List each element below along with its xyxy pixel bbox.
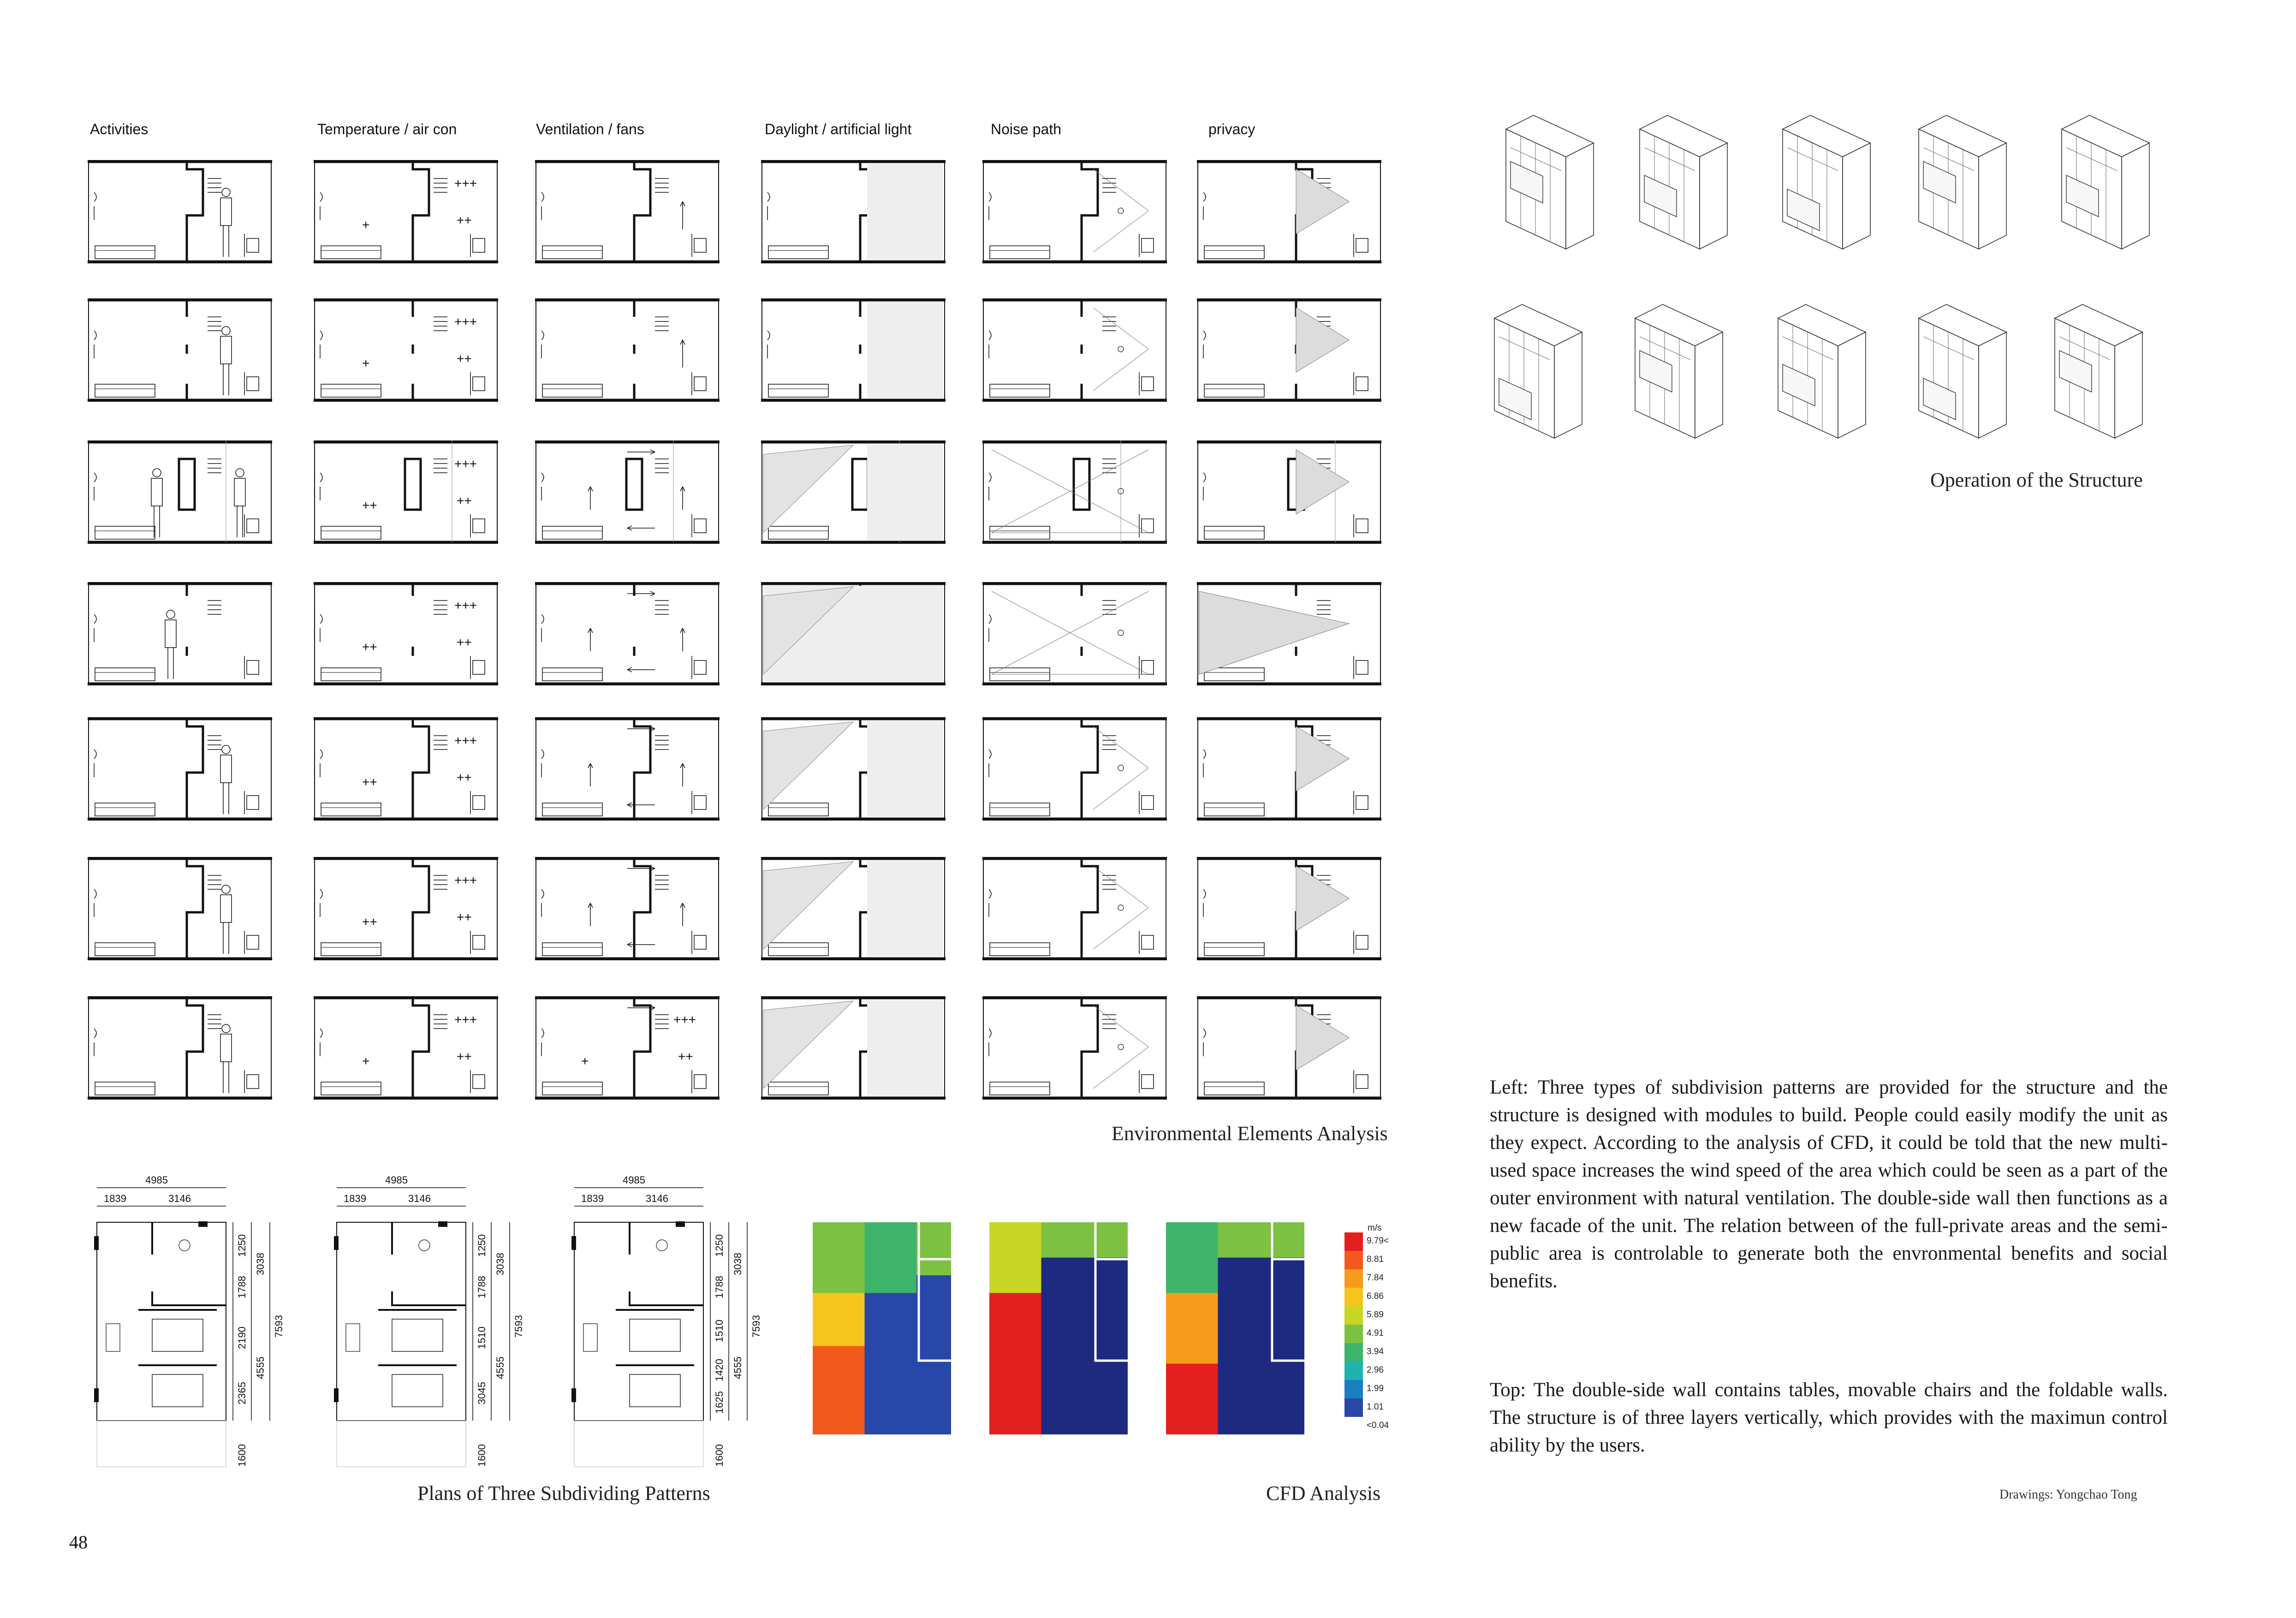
plan-drawing xyxy=(88,1172,304,1476)
legend-swatch xyxy=(1344,1325,1363,1343)
analysis-panel xyxy=(314,160,498,263)
temp-mark-left: ++ xyxy=(362,775,377,789)
analysis-panel xyxy=(761,857,946,960)
analysis-panel xyxy=(314,857,498,960)
dim-segment: 2365 xyxy=(236,1382,248,1404)
svg-text:3038: 3038 xyxy=(732,1253,744,1275)
analysis-panel xyxy=(535,582,720,685)
analysis-panel xyxy=(535,298,720,402)
svg-text:4555: 4555 xyxy=(494,1356,506,1379)
caption-cfd: CFD Analysis xyxy=(1266,1482,1381,1505)
svg-text:7593: 7593 xyxy=(750,1315,762,1338)
cfd-map xyxy=(1166,1222,1304,1434)
svg-text:7593: 7593 xyxy=(513,1315,524,1338)
temp-mark-right-top: +++ xyxy=(454,1012,477,1027)
structure-isometric xyxy=(1635,111,1732,254)
svg-text:3038: 3038 xyxy=(494,1253,506,1275)
legend-value: 8.81 xyxy=(1367,1255,1384,1264)
legend-value: 1.99 xyxy=(1367,1384,1384,1393)
analysis-panel xyxy=(88,996,272,1100)
temp-mark-left: + xyxy=(362,356,370,370)
legend-value: 9.79< xyxy=(1367,1236,1389,1246)
header-ventilation: Ventilation / fans xyxy=(536,121,644,137)
drawing-credit: Drawings: Yongchao Tong xyxy=(1999,1487,2137,1502)
dim-segment: 1788 xyxy=(236,1276,248,1298)
structure-isometric xyxy=(2057,111,2154,254)
analysis-panel xyxy=(761,298,946,402)
legend-swatch xyxy=(1344,1306,1363,1325)
dim-segment: 1788 xyxy=(714,1276,725,1298)
temp-mark-left: ++ xyxy=(362,498,377,512)
legend-value: 6.86 xyxy=(1367,1291,1384,1301)
dim-left-width: 1839 xyxy=(581,1193,604,1204)
legend-swatch xyxy=(1344,1251,1363,1269)
structure-isometric xyxy=(1490,300,1587,443)
page-number: 48 xyxy=(69,1532,88,1553)
cfd-map xyxy=(813,1222,951,1434)
svg-text:1600: 1600 xyxy=(476,1444,488,1467)
legend-swatch xyxy=(1344,1380,1363,1398)
legend-unit: m/s xyxy=(1368,1223,1382,1233)
temp-mark-right-bottom: ++ xyxy=(457,635,472,649)
dim-right-width: 3146 xyxy=(646,1193,668,1204)
structure-isometric xyxy=(1914,111,2011,254)
analysis-panel xyxy=(761,582,946,685)
legend-value: <0.04 xyxy=(1367,1421,1389,1430)
legend-value: 5.89 xyxy=(1367,1310,1384,1320)
header-temperature: Temperature / air con xyxy=(317,121,457,137)
dim-left-width: 1839 xyxy=(104,1193,126,1204)
temp-mark-right-top: +++ xyxy=(454,733,477,748)
analysis-panel xyxy=(982,717,1167,821)
legend-value: 2.96 xyxy=(1367,1365,1384,1375)
structure-isometric xyxy=(1773,300,1870,443)
analysis-panel xyxy=(1197,582,1381,685)
temp-mark-right-bottom: ++ xyxy=(457,770,472,785)
structure-isometric xyxy=(1501,111,1598,254)
analysis-panel xyxy=(1197,857,1381,960)
header-privacy: privacy xyxy=(1208,121,1255,137)
analysis-panel xyxy=(761,440,946,544)
temp-mark-right-bottom: ++ xyxy=(457,494,472,508)
temp-mark-right-top: +++ xyxy=(454,315,477,329)
dim-segment: 1625 xyxy=(714,1391,725,1414)
analysis-panel xyxy=(761,717,946,821)
svg-text:4555: 4555 xyxy=(732,1356,744,1379)
dim-left-width: 1839 xyxy=(344,1193,366,1204)
svg-text:1600: 1600 xyxy=(714,1444,725,1467)
dim-segment: 1510 xyxy=(714,1320,725,1342)
analysis-panel xyxy=(982,160,1167,263)
dim-total-width: 4985 xyxy=(145,1174,168,1186)
temp-mark-left: ++ xyxy=(362,640,377,654)
temp-mark-left: ++ xyxy=(362,915,377,929)
dim-segment: 1420 xyxy=(714,1359,725,1381)
temp-mark-right-bottom: ++ xyxy=(457,910,472,924)
analysis-panel xyxy=(761,160,946,263)
analysis-panel xyxy=(88,857,272,960)
analysis-panel xyxy=(88,440,272,544)
temp-mark-left: + xyxy=(362,218,370,232)
temp-mark-left: + xyxy=(362,1054,370,1068)
svg-text:+: + xyxy=(581,1054,589,1068)
temp-mark-right-top: +++ xyxy=(454,873,477,887)
analysis-panel xyxy=(1197,440,1381,544)
legend-swatch xyxy=(1344,1398,1363,1417)
legend-value: 7.84 xyxy=(1367,1273,1384,1283)
structure-isometric xyxy=(1914,300,2011,443)
analysis-panel xyxy=(314,996,498,1100)
dim-segment: 1510 xyxy=(476,1327,488,1349)
analysis-panel xyxy=(982,996,1167,1100)
legend-swatch xyxy=(1344,1343,1363,1362)
temp-mark-right-top: +++ xyxy=(454,457,477,471)
analysis-panel xyxy=(535,717,720,821)
dim-total-width: 4985 xyxy=(623,1174,645,1186)
structure-isometric xyxy=(1630,300,1727,443)
description-top: Top: The double-side wall contains tables, movable chairs and the foldable walls. The structure is of three layers vertically, which provides with the maximun control ability by the users. xyxy=(1490,1379,2168,1456)
dim-segment: 3045 xyxy=(476,1382,488,1404)
analysis-panel xyxy=(314,440,498,544)
analysis-panel xyxy=(535,160,720,263)
caption-operation: Operation of the Structure xyxy=(1930,469,2143,491)
analysis-panel xyxy=(535,857,720,960)
svg-text:+++: +++ xyxy=(673,1012,696,1027)
temp-mark-right-bottom: ++ xyxy=(457,1049,472,1064)
analysis-panel xyxy=(1197,160,1381,263)
dim-right-width: 3146 xyxy=(408,1193,431,1204)
analysis-panel xyxy=(982,582,1167,685)
analysis-panel xyxy=(88,160,272,263)
caption-plans: Plans of Three Subdividing Patterns xyxy=(417,1482,710,1505)
header-daylight: Daylight / artificial light xyxy=(765,121,912,137)
dim-total-width: 4985 xyxy=(385,1174,408,1186)
caption-environmental: Environmental Elements Analysis xyxy=(1112,1122,1388,1145)
cfd-map xyxy=(989,1222,1128,1434)
analysis-panel xyxy=(1197,717,1381,821)
dim-segment: 2190 xyxy=(236,1327,248,1349)
legend-value: 1.01 xyxy=(1367,1402,1384,1412)
dim-segment: 1788 xyxy=(476,1276,488,1298)
analysis-panel xyxy=(88,298,272,402)
legend-value: 3.94 xyxy=(1367,1347,1384,1356)
analysis-panel xyxy=(535,440,720,544)
svg-text:7593: 7593 xyxy=(273,1315,285,1338)
temp-mark-right-bottom: ++ xyxy=(457,213,472,227)
dim-segment: 1250 xyxy=(236,1234,248,1257)
analysis-panel xyxy=(982,857,1167,960)
legend-swatch xyxy=(1344,1269,1363,1288)
plan-drawing xyxy=(327,1172,544,1476)
analysis-panel xyxy=(535,996,720,1100)
legend-value: 4.91 xyxy=(1367,1328,1384,1338)
description-left: Left: Three types of subdivision patterns are provided for the structure and the structure is designed with modules to build. People could easily modify the unit as they expect. According to the analysis of CFD, it could be told that the new multi-used space increases the wind speed of the area which could be seen as a part of the outer environment with natural ventilation. The double-side wall then functions as a new facade of the unit. The relation between of the full-private areas and the semi-public area is controlable to generate both the envronmental benefits and social benefits. xyxy=(1490,1077,2168,1292)
legend-swatch xyxy=(1344,1232,1363,1251)
svg-text:4555: 4555 xyxy=(255,1356,266,1379)
analysis-panel xyxy=(1197,298,1381,402)
legend-swatch xyxy=(1344,1288,1363,1306)
analysis-panel xyxy=(88,582,272,685)
svg-text:++: ++ xyxy=(678,1049,693,1064)
plan-drawing xyxy=(565,1172,782,1476)
analysis-panel xyxy=(1197,996,1381,1100)
header-noise: Noise path xyxy=(991,121,1061,137)
svg-text:1600: 1600 xyxy=(236,1444,248,1467)
analysis-panel xyxy=(314,298,498,402)
legend-swatch xyxy=(1344,1417,1363,1435)
structure-isometric xyxy=(2050,300,2147,443)
structure-isometric xyxy=(1778,111,1875,254)
analysis-panel xyxy=(88,717,272,821)
analysis-panel xyxy=(982,298,1167,402)
analysis-panel xyxy=(982,440,1167,544)
header-activities: Activities xyxy=(90,121,149,137)
analysis-panel xyxy=(314,582,498,685)
svg-text:3038: 3038 xyxy=(255,1253,266,1275)
temp-mark-right-top: +++ xyxy=(454,176,477,190)
analysis-panel xyxy=(314,717,498,821)
dim-segment: 1250 xyxy=(714,1234,725,1257)
temp-mark-right-top: +++ xyxy=(454,598,477,613)
legend-swatch xyxy=(1344,1362,1363,1380)
dim-segment: 1250 xyxy=(476,1234,488,1257)
temp-mark-right-bottom: ++ xyxy=(457,351,472,366)
analysis-panel xyxy=(761,996,946,1100)
dim-right-width: 3146 xyxy=(168,1193,191,1204)
